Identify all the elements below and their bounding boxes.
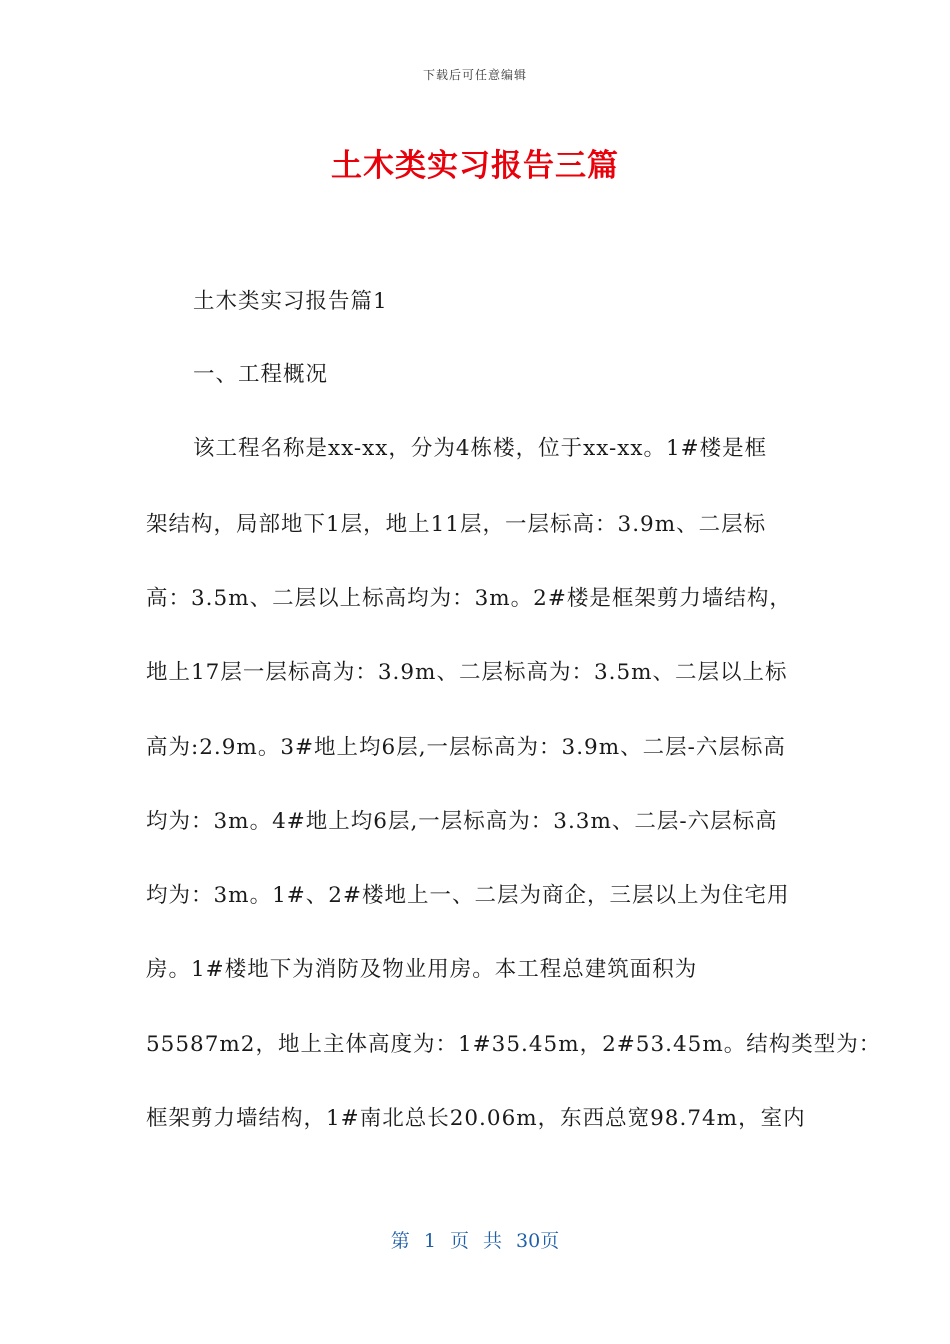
paragraph-line: 地上17层一层标高为：3.9m、二层标高为：3.5m、二层以上标 [146, 660, 788, 685]
paragraph-line: 房。1#楼地下为消防及物业用房。本工程总建筑面积为 [146, 957, 698, 982]
section-heading: 土木类实习报告篇1 [193, 289, 388, 314]
paragraph-line: 框架剪力墙结构，1#南北总长20.06m，东西总宽98.74m，室内 [146, 1106, 806, 1131]
paragraph-line: 高为:2.9m。3#地上均6层,一层标高为：3.9m、二层-六层标高 [146, 735, 786, 760]
paragraph-line: 该工程名称是xx-xx，分为4栋楼，位于xx-xx。1#楼是框 [193, 436, 768, 461]
paragraph-line: 高：3.5m、二层以上标高均为：3m。2#楼是框架剪力墙结构， [146, 586, 792, 611]
paragraph-line: 均为：3m。1#、2#楼地上一、二层为商企，三层以上为住宅用 [146, 883, 790, 908]
paragraph-line: 架结构，局部地下1层，地上11层，一层标高：3.9m、二层标 [146, 512, 767, 537]
paragraph-line: 均为：3m。4#地上均6层,一层标高为：3.3m、二层-六层标高 [146, 809, 778, 834]
paragraph-line: 55587m2，地上主体高度为：1#35.45m，2#53.45m。结构类型为： [146, 1032, 882, 1057]
page-number-footer: 第 1 页 共 30页 [390, 1230, 560, 1252]
document-title: 土木类实习报告三篇 [331, 148, 619, 184]
subsection-heading: 一、工程概况 [193, 362, 329, 387]
header-note: 下载后可任意编辑 [422, 68, 527, 82]
